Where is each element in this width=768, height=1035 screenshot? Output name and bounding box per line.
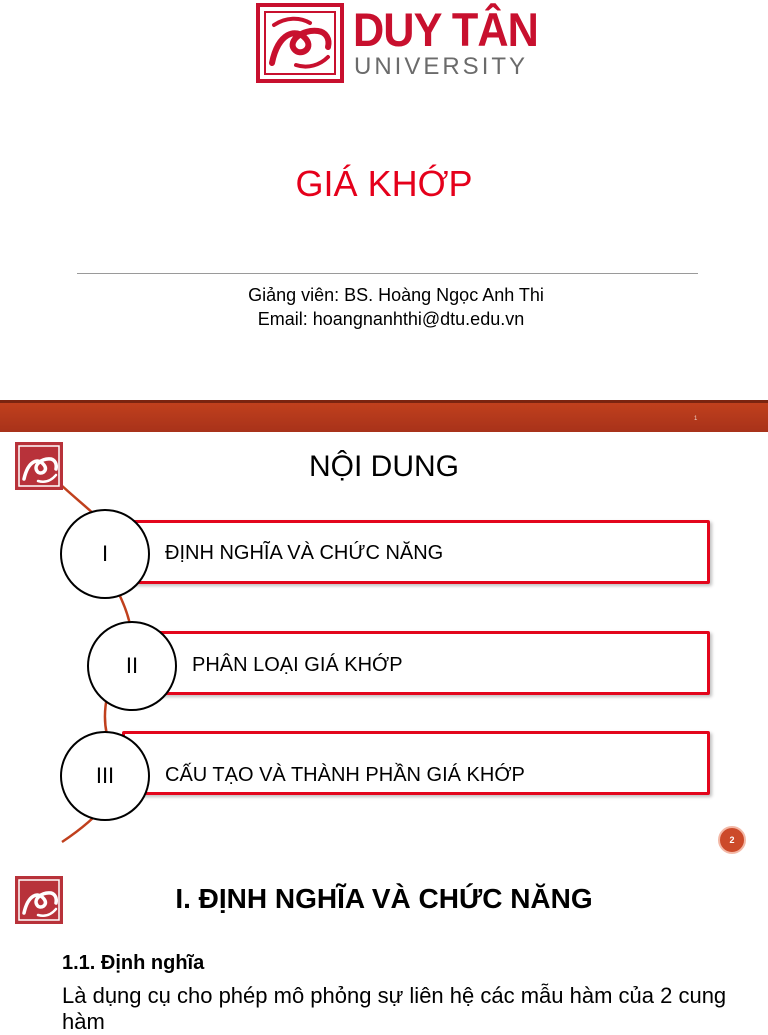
title-slide	[0, 0, 768, 422]
contents-item-1-numeral: I	[60, 509, 150, 599]
contents-item-2-numeral: II	[87, 621, 177, 711]
brand-name: DUY TÂN	[353, 3, 538, 56]
footer-bar	[0, 400, 768, 432]
email-line: Email: hoangnanhthi@dtu.edu.vn	[257, 309, 525, 329]
slide-title: GIÁ KHỚP	[295, 163, 473, 204]
brand-subtitle: UNIVERSITY	[354, 53, 529, 80]
contents-heading: NỘI DUNG	[309, 450, 459, 483]
subsection-heading: 1.1. Định nghĩa	[62, 952, 205, 974]
contents-item-1-label: ĐỊNH NGHĨA VÀ CHỨC NĂNG	[165, 542, 444, 564]
divider	[77, 273, 698, 274]
page-number-badge: 2	[718, 826, 746, 854]
section-heading: I. ĐỊNH NGHĨA VÀ CHỨC NĂNG	[175, 883, 593, 914]
contents-item-3-numeral: III	[60, 731, 150, 821]
contents-slide	[0, 432, 768, 862]
lecturer-line: Giảng viên: BS. Hoàng Ngọc Anh Thi	[248, 285, 544, 305]
definition-paragraph: Là dụng cụ cho phép mô phỏng sự liên hệ các mẫu hàm của 2 cung hàm	[62, 983, 727, 1034]
definition-slide	[0, 862, 768, 1034]
contents-item-2-label: PHÂN LOẠI GIÁ KHỚP	[192, 654, 403, 676]
page-number: 1	[694, 416, 698, 422]
contents-item-3-label: CẤU TẠO VÀ THÀNH PHẦN GIÁ KHỚP	[165, 764, 525, 786]
duy-tan-logo-icon	[256, 3, 344, 88]
